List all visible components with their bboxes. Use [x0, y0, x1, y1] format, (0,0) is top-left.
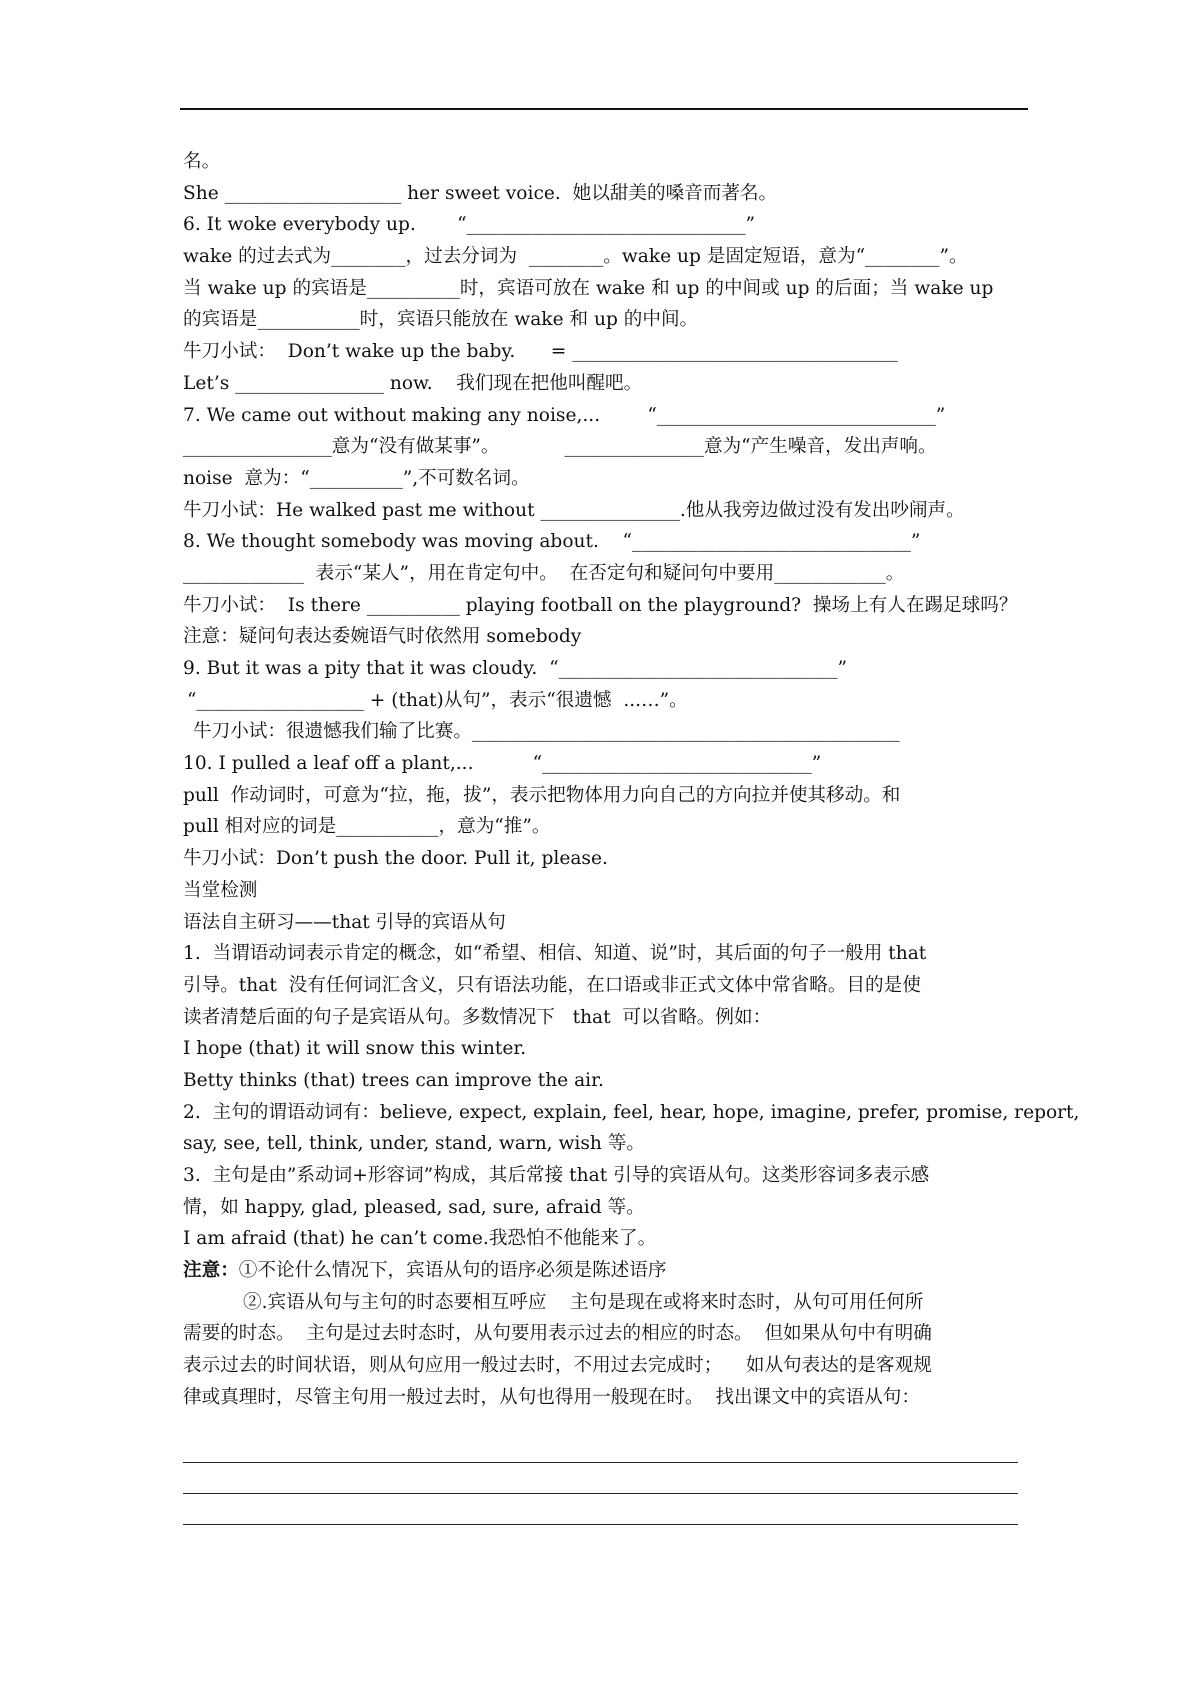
- text-line: 9. But it was a pity that it was cloudy. “______________________________”: [183, 658, 847, 679]
- example-sentence: Betty thinks (that) trees can improve the air.: [183, 1069, 604, 1091]
- section-heading: 当堂检测: [183, 879, 258, 901]
- text-line: Let’s ________________ now. 我们现在把他叫醒吧。: [183, 372, 643, 394]
- text-line: noise 意为：“__________”,不可数名词。: [183, 467, 530, 489]
- example-sentence: I am afraid (that) he can’t come.我恐怕不他能来了。: [183, 1228, 657, 1250]
- text-line: ②.宾语从句与主句的时态要相互呼应 主句是现在或将来时态时，从句可用任何所: [243, 1291, 924, 1313]
- text-line: 当 wake up 的宾语是__________时，宾语可放在 wake 和 up 的中间或 up 的后面；当 wake up: [183, 277, 994, 299]
- answer-line: [183, 1462, 1018, 1463]
- text-line: 牛刀小试：很遗憾我们输了比赛。______________________________________________: [193, 721, 900, 743]
- text-line: 的宾语是___________时，宾语只能放在 wake 和 up 的中间。: [183, 309, 699, 331]
- text-line: 10. I pulled a leaf off a plant,... “_____________________________”: [183, 753, 822, 775]
- section-heading: 语法自主研习——that 引导的宾语从句: [183, 911, 506, 933]
- text-line: 注意：疑问句表达委婉语气时依然用 somebody: [183, 626, 582, 648]
- text-line: pull 作动词时，可意为“拉，拖，拔”，表示把物体用力向自己的方向拉并使其移动。和: [183, 784, 901, 806]
- text-line: She ___________________ her sweet voice. 她以甜美的嗓音而著名。: [183, 182, 778, 204]
- text-line: ________________意为“没有做某事”。 _______________意为“产生噪音，发出声响。: [183, 436, 937, 458]
- text-line: say, see, tell, think, under, stand, warn, wish 等。: [183, 1133, 645, 1155]
- text-line: wake 的过去式为________，过去分词为 ________。wake up 是固定短语，意为“________”。: [183, 246, 968, 268]
- text-line: 名。: [183, 151, 221, 172]
- example-sentence: I hope (that) it will snow this winter.: [183, 1038, 527, 1060]
- text-line: 需要的时态。 主句是过去时态时，从句要用表示过去的相应的时态。 但如果从句中有明确: [183, 1323, 932, 1345]
- text-line: 牛刀小试： Is there __________ playing football on the playground? 操场上有人在踢足球吗？: [183, 594, 1018, 616]
- text-line: 7. We came out without making any noise,... “______________________________”: [183, 404, 946, 426]
- answer-line: [183, 1493, 1018, 1494]
- text-line: 牛刀小试：He walked past me without _______________.他从我旁边做过没有发出吵闹声。: [183, 499, 965, 521]
- header-rule: [180, 108, 1028, 110]
- document-body: [183, 146, 1080, 1414]
- note-text: ①不论什么情况下，宾语从句的语序必须是陈述语序: [238, 1260, 667, 1282]
- answer-line: [183, 1524, 1018, 1525]
- answer-lines: [183, 1462, 1018, 1555]
- text-line: 律或真理时，尽管主句用一般过去时，从句也得用一般现在时。 找出课文中的宾语从句：: [183, 1386, 920, 1408]
- note-label: 注意：: [183, 1260, 239, 1282]
- text-line: “__________________ + (that)从句”，表示“很遗憾 ...…”。: [187, 689, 688, 711]
- text-line: 引导。that 没有任何词汇含义，只有语法功能，在口语或非正式文体中常省略。目的是使: [183, 974, 921, 996]
- text-line: 3. 主句是由”系动词+形容词”构成，其后常接 that 引导的宾语从句。这类形容词多表示感: [183, 1165, 930, 1186]
- note-line: [183, 1255, 1028, 1287]
- text-line: 牛刀小试： Don’t wake up the baby. = ___________________________________: [183, 341, 898, 363]
- text-line: 6. It woke everybody up. “______________________________”: [183, 214, 756, 236]
- text-line: _____________ 表示“某人”，用在肯定句中。 在否定句和疑问句中要用____________。: [183, 562, 905, 584]
- text-line: 读者清楚后面的句子是宾语从句。多数情况下 that 可以省略。例如：: [183, 1006, 772, 1028]
- text-line: 表示过去的时间状语，则从句应用一般过去时，不用过去完成时； 如从句表达的是客观规: [183, 1355, 932, 1377]
- text-line: pull 相对应的词是___________，意为“推”。: [183, 816, 551, 838]
- text-line: 8. We thought somebody was moving about. “______________________________”: [183, 531, 921, 553]
- text-line: 2. 主句的谓语动词有：believe, expect, explain, feel, hear, hope, imagine, prefer, promise, report,: [183, 1101, 1080, 1123]
- text-line: 情，如 happy, glad, pleased, sad, sure, afraid 等。: [183, 1196, 645, 1218]
- text-line: 1. 当谓语动词表示肯定的概念，如“希望、相信、知道、说”时，其后面的句子一般用 that: [183, 943, 927, 965]
- text-line: 牛刀小试：Don’t push the door. Pull it, please.: [183, 848, 608, 870]
